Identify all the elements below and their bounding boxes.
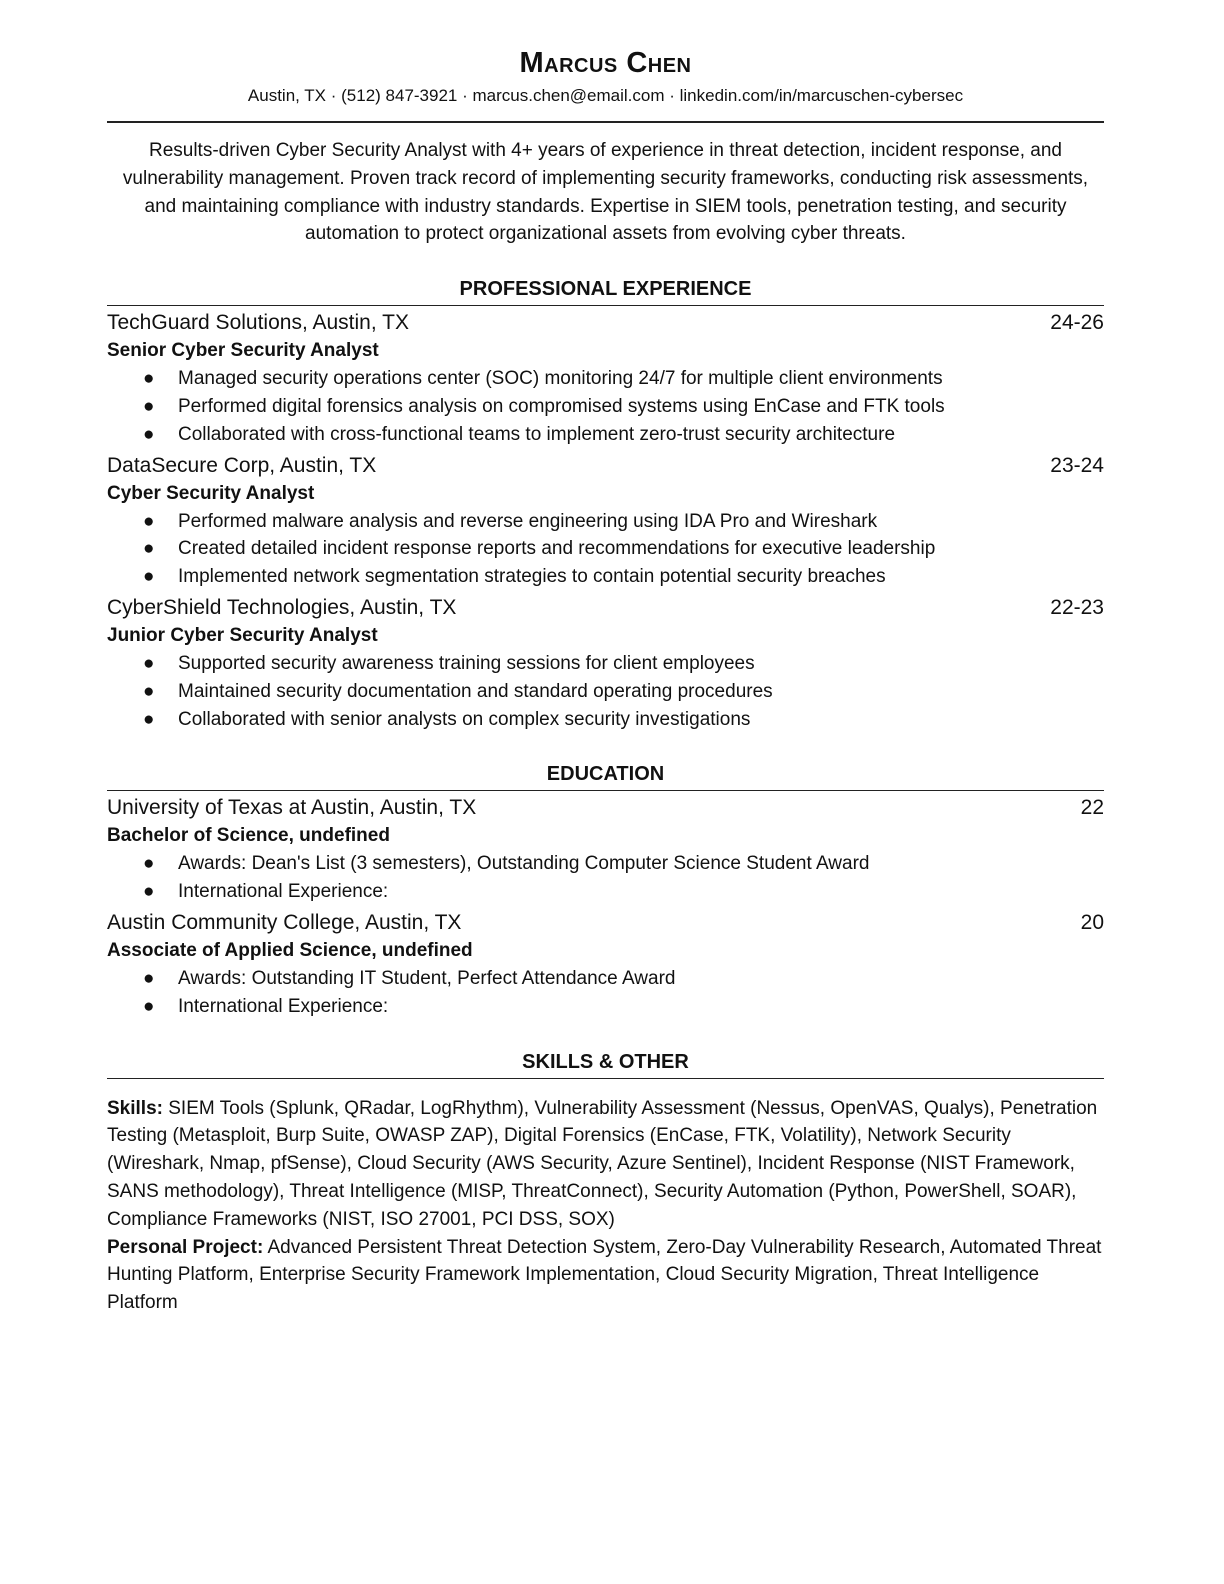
bullet-text: Maintained security documentation and standard operating procedures	[178, 680, 773, 702]
bullet-icon: ●	[143, 967, 155, 989]
summary: Results-driven Cyber Security Analyst with 4+ years of experience in threat detection, incident response, and vulnerability management. Proven track record of implementing security frameworks, conducting risk assessments, and maintaining compliance with industry standards. Expertise in SIEM tools, penetration testing, and security automation to protect organizational assets from evolving cyber threats.	[122, 140, 1089, 245]
bullet-text: Awards: Dean's List (3 semesters), Outstanding Computer Science Student Award	[178, 853, 870, 875]
section-divider	[107, 790, 1104, 791]
entry-header	[107, 909, 1104, 937]
bullet-item	[107, 965, 1104, 993]
entry-dates: 24-26	[1050, 311, 1104, 335]
entry-organization: CyberShield Technologies, Austin, TX	[107, 595, 457, 619]
bullet-text: International Experience:	[178, 881, 389, 903]
entry-dates: 20	[1080, 910, 1104, 934]
skills-label: Skills:	[107, 1097, 163, 1119]
entry-title: Associate of Applied Science, undefined	[107, 939, 473, 961]
bullet-item	[107, 706, 1104, 734]
bullet-icon: ●	[143, 680, 155, 702]
entry-organization: DataSecure Corp, Austin, TX	[107, 453, 377, 477]
skills-block	[107, 1095, 1104, 1317]
bullet-icon: ●	[143, 395, 155, 417]
section-title-skills: SKILLS & OTHER	[522, 1050, 689, 1073]
section-divider	[107, 1078, 1104, 1079]
bullet-list	[107, 650, 1104, 733]
bullet-icon: ●	[143, 853, 155, 875]
entry-organization: Austin Community College, Austin, TX	[107, 910, 462, 934]
bullet-item	[107, 393, 1104, 421]
entry-dates: 23-24	[1050, 453, 1104, 477]
bullet-icon: ●	[143, 566, 155, 588]
entry-header	[107, 452, 1104, 480]
bullet-text: Collaborated with cross-functional teams to implement zero-trust security architecture	[178, 423, 896, 445]
job-entry	[107, 594, 1104, 733]
entry-title: Bachelor of Science, undefined	[107, 825, 390, 847]
entry-dates: 22	[1080, 796, 1104, 820]
section-title-education: EDUCATION	[546, 763, 665, 786]
bullet-item	[107, 508, 1104, 536]
education-entry	[107, 794, 1104, 906]
bullet-item	[107, 365, 1104, 393]
resume-page	[107, 0, 1104, 1317]
bullet-text: Awards: Outstanding IT Student, Perfect Attendance Award	[178, 967, 676, 989]
bullet-item	[107, 421, 1104, 449]
project-text: Advanced Persistent Threat Detection System, Zero-Day Vulnerability Research, Automated Threat Hunting Platform, Enterprise Security Framework Implementation, Cloud Security Migration, Threat Intelligence Platform	[107, 1236, 1102, 1314]
bullet-list	[107, 508, 1104, 591]
project-paragraph	[107, 1234, 1104, 1317]
bullet-text: Created detailed incident response reports and recommendations for executive leadership	[178, 538, 936, 560]
bullet-text: Implemented network segmentation strategies to contain potential security breaches	[178, 566, 886, 588]
bullet-list	[107, 965, 1104, 1021]
bullet-icon: ●	[143, 510, 155, 532]
bullet-item	[107, 678, 1104, 706]
experience-list	[107, 309, 1104, 733]
header-divider	[107, 121, 1104, 123]
entry-dates: 22-23	[1050, 595, 1104, 619]
bullet-text: Managed security operations center (SOC) monitoring 24/7 for multiple client environments	[178, 368, 943, 390]
job-entry	[107, 452, 1104, 591]
entry-header	[107, 309, 1104, 337]
section-title-experience: PROFESSIONAL EXPERIENCE	[459, 278, 752, 301]
entry-header	[107, 594, 1104, 622]
entry-organization: TechGuard Solutions, Austin, TX	[107, 311, 409, 335]
bullet-icon: ●	[143, 708, 155, 730]
bullet-item	[107, 993, 1104, 1021]
bullet-text: Supported security awareness training sessions for client employees	[178, 652, 755, 674]
bullet-icon: ●	[143, 881, 155, 903]
project-label: Personal Project:	[107, 1236, 264, 1258]
entry-title: Senior Cyber Security Analyst	[107, 340, 379, 362]
bullet-item	[107, 650, 1104, 678]
education-list	[107, 794, 1104, 1020]
skills-paragraph	[107, 1095, 1104, 1234]
job-entry	[107, 309, 1104, 448]
bullet-icon: ●	[143, 995, 155, 1017]
entry-organization: University of Texas at Austin, Austin, TX	[107, 796, 477, 820]
bullet-icon: ●	[143, 368, 155, 390]
bullet-text: Collaborated with senior analysts on complex security investigations	[178, 708, 751, 730]
bullet-list	[107, 850, 1104, 906]
bullet-icon: ●	[143, 423, 155, 445]
education-entry	[107, 909, 1104, 1021]
bullet-list	[107, 365, 1104, 448]
bullet-icon: ●	[143, 652, 155, 674]
bullet-text: Performed malware analysis and reverse engineering using IDA Pro and Wireshark	[178, 510, 878, 532]
bullet-item	[107, 563, 1104, 591]
bullet-item	[107, 535, 1104, 563]
entry-header	[107, 794, 1104, 822]
bullet-item	[107, 878, 1104, 906]
bullet-text: International Experience:	[178, 995, 389, 1017]
bullet-text: Performed digital forensics analysis on compromised systems using EnCase and FTK tools	[178, 395, 945, 417]
bullet-item	[107, 850, 1104, 878]
contact-line: Austin, TX · (512) 847-3921 · marcus.chen@email.com · linkedin.com/in/marcuschen-cybersec	[247, 86, 964, 105]
entry-title: Cyber Security Analyst	[107, 482, 315, 504]
candidate-name: Marcus Chen	[519, 47, 692, 79]
bullet-icon: ●	[143, 538, 155, 560]
entry-title: Junior Cyber Security Analyst	[107, 624, 378, 646]
section-divider	[107, 305, 1104, 306]
skills-text: SIEM Tools (Splunk, QRadar, LogRhythm), Vulnerability Assessment (Nessus, OpenVAS, Qualys), Penetration Testing (Metasploit, Burp Suite, OWASP ZAP), Digital Forensics (EnCase, FTK, Volatility), Network Security (Wireshark, Nmap, pfSense), Cloud Security (AWS Security, Azure Sentinel), Incident Response (NIST Framework, SANS methodology), Threat Intelligence (MISP, ThreatConnect), Security Automation (Python, PowerShell, SOAR), Compliance Frameworks (NIST, ISO 27001, PCI DSS, SOX)	[107, 1097, 1098, 1230]
